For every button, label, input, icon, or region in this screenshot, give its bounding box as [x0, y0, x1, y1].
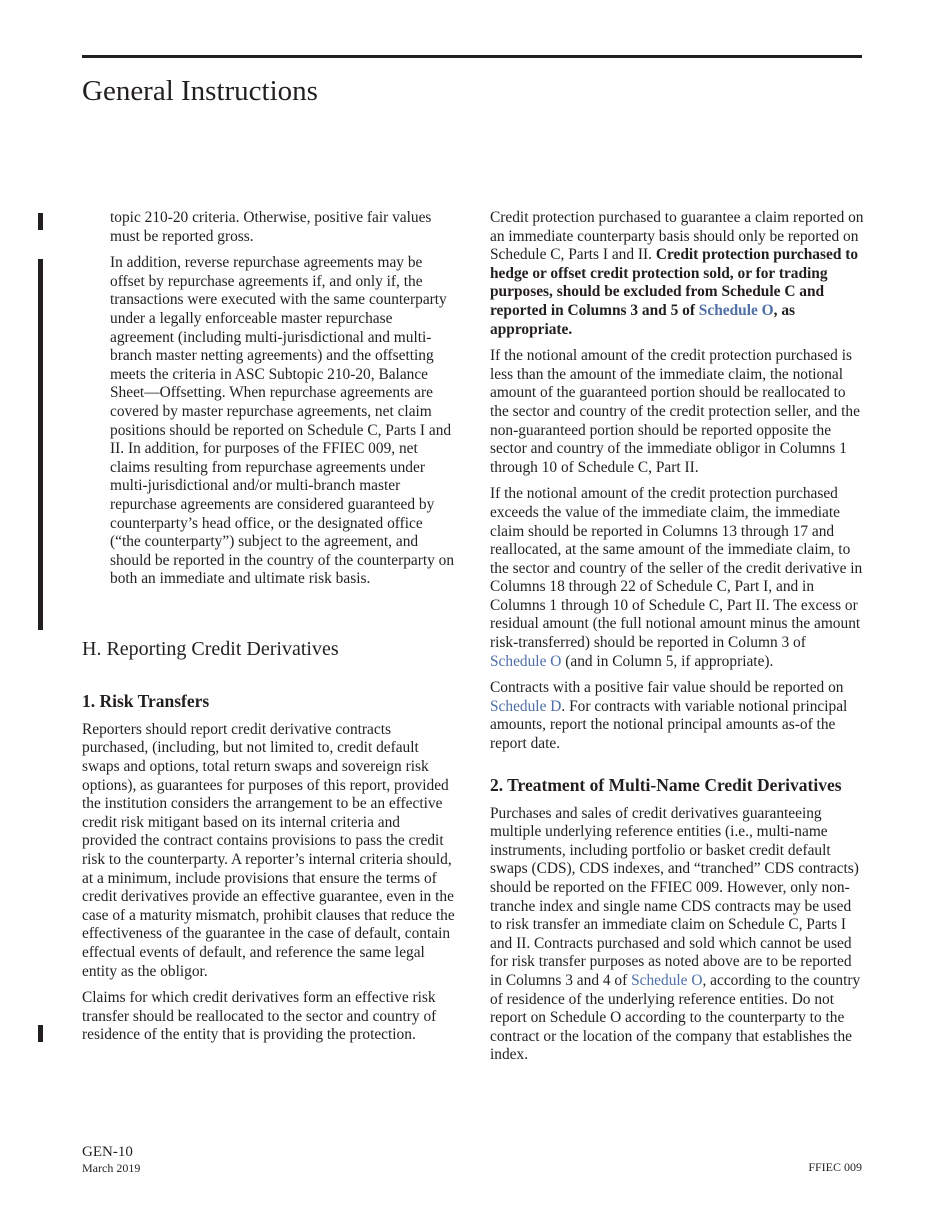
- text-run: Contracts with a positive fair value should be reported on: [490, 679, 844, 697]
- schedule-d-link[interactable]: Schedule D: [490, 697, 562, 715]
- text-run: , according to the country of residence of the underlying reference entities. Do not report on Schedule O according to the counterparty to the contract or the location of the company that establishes the index.: [490, 971, 861, 1064]
- text-run: Purchases and sales of credit derivatives guaranteeing multiple underlying reference entities (i.e., multi-name instruments, including portfolio or basket credit default swaps (CDS), CDS indexes, and “tranched” CDS contracts) should be reported on the FFIEC 009. However, only non-tranche index and single name CDS contracts may be used to risk transfer an immediate claim on Schedule C, Parts I and II. Contracts purchased and sold which cannot be used for risk transfer purposes as noted above are to be reported in Columns 3 and 4 of: [490, 804, 859, 989]
- form-id: FFIEC 009: [808, 1160, 862, 1174]
- right-paragraph-3: [490, 485, 864, 671]
- page-number: GEN-10: [82, 1144, 133, 1160]
- change-bar: [38, 259, 43, 630]
- change-bar: [38, 213, 43, 230]
- text-run: If the notional amount of the credit protection purchased exceeds the value of the immediate claim, the immediate claim should be reported in Columns 13 through 17 and reallocated, at the same amount of the immediate claim, to the sector and country of the seller of the credit derivative in Columns 18 through 22 of Schedule C, Part I, and in Columns 1 through 10 of Schedule C, Part II. The excess or residual amount (the full notional amount minus the amount risk-transferred) should be reported in Column 3 of: [490, 485, 863, 652]
- multi-name-heading: 2. Treatment of Multi-Name Credit Derivatives: [490, 774, 842, 795]
- text-run: , as appropriate.: [490, 301, 796, 338]
- section-heading: H. Reporting Credit Derivatives: [82, 637, 339, 660]
- left-column: [82, 209, 456, 1053]
- risk-transfers-heading: 1. Risk Transfers: [82, 690, 210, 711]
- text-run: (and in Column 5, if appropriate).: [561, 652, 774, 670]
- page-title: General Instructions: [82, 75, 318, 107]
- right-paragraph-4: [490, 679, 864, 753]
- left-paragraph-1: topic 210-20 criteria. Otherwise, positive fair values must be reported gross.: [110, 209, 432, 245]
- schedule-o-link[interactable]: Schedule O: [698, 301, 774, 319]
- left-paragraph-3: Reporters should report credit derivative contracts purchased, (including, but not limited to, credit default swaps and options, total return swaps and sovereign risk options), as guarantees for purposes of this report, provided the institution considers the arrangement to be an effective credit risk mitigant based on its internal criteria and provided the contract contains provisions to pass the credit risk to the counterparty. A reporter’s internal criteria should, at a minimum, include provisions that ensure the terms of credit derivatives provide an effective guarantee, even in the case of a maturity mismatch, prohibit clauses that reduce the effectiveness of the guarantee in the case of default, contain effectual events of default, and reference the same legal entity as the obligor.: [82, 720, 455, 980]
- right-paragraph-5: [490, 805, 864, 1065]
- right-column: [490, 209, 864, 1073]
- schedule-o-link[interactable]: Schedule O: [490, 652, 562, 670]
- text-run: . For contracts with variable notional principal amounts, report the notional principal amounts as-of the report date.: [490, 697, 848, 753]
- schedule-o-link[interactable]: Schedule O: [631, 971, 703, 989]
- left-paragraph-2: In addition, reverse repurchase agreements may be offset by repurchase agreements if, and only if, the transactions were executed with the same counterparty under a legally enforceable master repurchase agreement (including multi-jurisdictional and multi-branch master netting agreements) and the offsetting meets the criteria in ASC Subtopic 210-20, Balance Sheet—Offsetting. When repurchase agreements are covered by master repurchase agreements, net claim positions should be reported on Schedule C, Parts I and II. In addition, for purposes of the FFIEC 009, net claims resulting from repurchase agreements under multi-jurisdictional and/or multi-branch master repurchase agreements are considered guaranteed by counterparty’s head office, or the designated office (“the counterparty”) subject to the agreement, and should be reported in the country of the counterparty on both an immediate and ultimate risk basis.: [110, 254, 455, 588]
- header-rule: [82, 55, 862, 58]
- revision-date: March 2019: [82, 1161, 141, 1175]
- change-bar: [38, 1025, 43, 1042]
- footer-left: [82, 1144, 140, 1175]
- left-paragraph-4: Claims for which credit derivatives form an effective risk transfer should be reallocated to the sector and country of residence of the entity that is providing the protection.: [82, 989, 437, 1044]
- text-run: Credit protection purchased to hedge or offset credit protection sold, or for trading purposes, should be excluded from Schedule C and reported in Columns 3 and 5 of: [490, 246, 859, 319]
- text-run: Credit protection purchased to guarantee a claim reported on an immediate counterparty basis should only be reported on Schedule C, Parts I and II.: [490, 209, 864, 264]
- right-paragraph-1: [490, 209, 864, 339]
- right-paragraph-2: If the notional amount of the credit protection purchased is less than the amount of the immediate claim, the notional amount of the guaranteed portion should be reallocated to the sector and country of the credit protection seller, and the non-guaranteed portion should be reported opposite the sector and country of the immediate obligor in Columns 1 through 10 of Schedule C, Part II.: [490, 347, 860, 476]
